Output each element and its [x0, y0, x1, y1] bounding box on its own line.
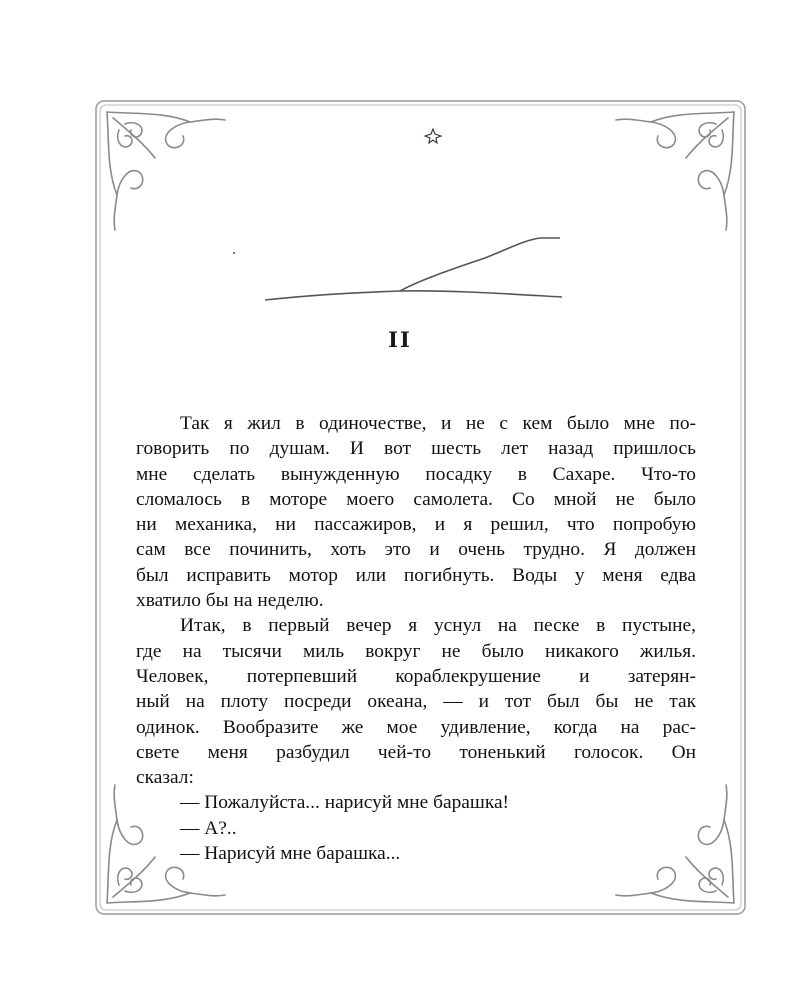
text-line: одинок. Вообразите же мое удивление, когда на рас-: [136, 716, 696, 738]
text-line: Человек, потерпевший кораблекрушение и затерян-: [136, 665, 696, 687]
dialogue-line: — Нарисуй мне барашка...: [180, 843, 401, 865]
text-line: хватило бы на неделю.: [136, 590, 324, 612]
text-line: где на тысячи миль вокруг не было никакого жилья.: [136, 640, 696, 662]
corner-flourish-icon: [107, 112, 225, 230]
text-line: был исправить мотор или погибнуть. Воды у меня едва: [136, 564, 696, 586]
body-text: [136, 411, 696, 866]
text-line: сказал:: [136, 767, 194, 789]
chapter-number: II: [388, 327, 412, 352]
corner-flourish-icon: [616, 112, 734, 230]
text-line: сломалось в моторе моего самолета. Со мной не было: [136, 488, 696, 510]
text-line: Итак, в первый вечер я уснул на песке в пустыне,: [180, 615, 696, 637]
illustration-speck: [233, 252, 235, 254]
dialogue-line: — А?..: [180, 817, 237, 839]
text-line: мне сделать вынужденную посадку в Сахаре. Что-то: [136, 463, 696, 485]
desert-dune-illustration: [260, 232, 570, 308]
text-line: сам все починить, хоть это и очень трудно. Я должен: [136, 539, 696, 561]
text-line: Так я жил в одиночестве, и не с кем было мне по-: [180, 413, 696, 434]
text-line: ный на плоту посреди океана, — и тот был бы не так: [136, 691, 696, 713]
text-line: свете меня разбудил чей-то тоненький голосок. Он: [136, 741, 696, 763]
text-line: говорить по душам. И вот шесть лет назад пришлось: [136, 438, 696, 460]
dialogue-line: — Пожалуйста... нарисуй мне барашка!: [180, 792, 510, 814]
star-icon: [423, 128, 443, 144]
text-line: ни механика, ни пассажиров, и я решил, что попробую: [136, 514, 696, 536]
